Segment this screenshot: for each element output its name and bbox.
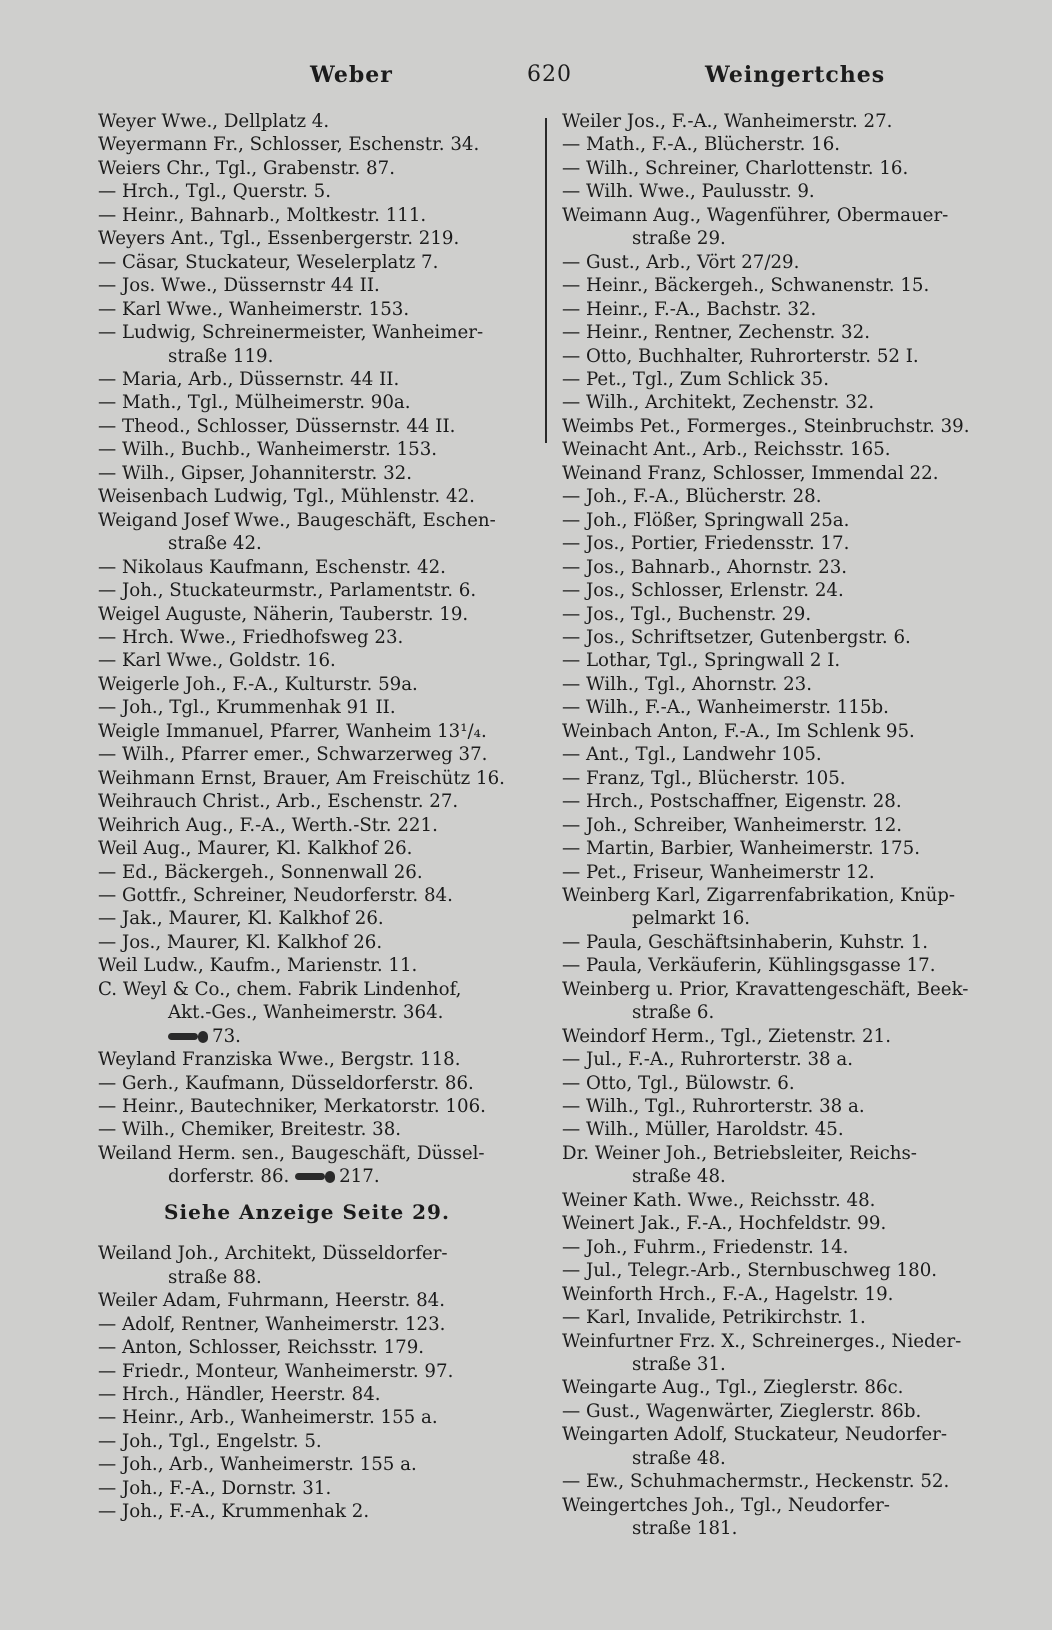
left-block-5: [98, 1242, 516, 1265]
directory-entry: — Jos., Bahnarb., Ahornstr. 23.: [562, 556, 848, 578]
left-block-1: [98, 110, 516, 345]
directory-entry: — Otto, Tgl., Bülowstr. 6.: [562, 1072, 795, 1094]
directory-entry: — Wilh., Gipser, Johanniterstr. 32.: [98, 462, 413, 484]
telephone-number: 73.: [212, 1025, 241, 1047]
directory-entry: — Jos., Portier, Friedensstr. 17.: [562, 533, 850, 555]
directory-entry: — Wilh., Architekt, Zechenstr. 32.: [562, 392, 875, 414]
directory-entry: — Gust., Wagenwärter, Zieglerstr. 86b.: [562, 1400, 922, 1422]
left-continuation-3: Akt.-Ges., Wanheimerstr. 364.: [168, 1002, 444, 1024]
telephone-entry-1: [98, 1025, 516, 1048]
right-continuation-4: straße 48.: [632, 1166, 726, 1188]
directory-entry: — Heinr., Bautechniker, Merkatorstr. 106.: [98, 1096, 486, 1118]
directory-entry: — Heinr., F.-A., Bachstr. 32.: [562, 298, 817, 320]
directory-entry: Weihrich Aug., F.-A., Werth.-Str. 221.: [98, 814, 438, 836]
header-left-keyword: Weber: [310, 62, 393, 88]
right-continuation-7: straße 181.: [632, 1518, 738, 1540]
directory-entry: C. Weyl & Co., chem. Fabrik Lindenhof,: [98, 978, 462, 1000]
directory-entry: — Math., Tgl., Mülheimerstr. 90a.: [98, 392, 411, 414]
directory-entry: — Pet., Friseur, Wanheimerstr 12.: [562, 861, 875, 883]
right-column: [562, 110, 994, 1541]
directory-entry: — Wilh., Tgl., Ruhrorterstr. 38 a.: [562, 1096, 865, 1118]
advertisement-note: Siehe Anzeige Seite 29.: [164, 1199, 450, 1224]
directory-entry: — Jos., Schriftsetzer, Gutenbergstr. 6.: [562, 626, 911, 648]
directory-entry: — Wilh. Wwe., Paulusstr. 9.: [562, 181, 815, 203]
left-column: [98, 110, 516, 1524]
directory-entry: — Heinr., Rentner, Zechenstr. 32.: [562, 322, 870, 344]
directory-entry: Weiler Jos., F.-A., Wanheimerstr. 27.: [562, 111, 893, 132]
directory-entry: Weil Aug., Maurer, Kl. Kalkhof 26.: [98, 838, 413, 860]
directory-entry: — Otto, Buchhalter, Ruhrorterstr. 52 I.: [562, 345, 919, 367]
directory-entry: — Ed., Bäckergeh., Sonnenwall 26.: [98, 861, 423, 883]
right-block-6: [562, 1376, 994, 1446]
directory-entry: — Hrch., Händler, Heerstr. 84.: [98, 1384, 381, 1406]
directory-entry: — Joh., Stuckateurmstr., Parlamentstr. 6.: [98, 580, 477, 602]
page-number: 620: [527, 62, 572, 87]
directory-entry: — Gust., Arb., Vört 27/29.: [562, 251, 800, 273]
directory-entry: Weyland Franziska Wwe., Bergstr. 118.: [98, 1049, 461, 1071]
right-block-1: [562, 110, 994, 227]
right-continuation-5: straße 31.: [632, 1354, 726, 1376]
directory-entry: Weinacht Ant., Arb., Reichsstr. 165.: [562, 439, 891, 461]
directory-entry: Weyer Wwe., Dellplatz 4.: [98, 111, 330, 132]
directory-entry: Weigerle Joh., F.-A., Kulturstr. 59a.: [98, 673, 418, 695]
directory-entry: Weisenbach Ludwig, Tgl., Mühlenstr. 42.: [98, 486, 475, 508]
right-block-2: [562, 251, 994, 908]
right-continuation-3: straße 6.: [632, 1002, 715, 1024]
directory-entry: — Franz, Tgl., Blücherstr. 105.: [562, 767, 846, 789]
directory-entry: Weingarten Adolf, Stuckateur, Neudorfer-: [562, 1424, 948, 1446]
left-block-4: [98, 1048, 516, 1165]
directory-entry: — Karl Wwe., Wanheimerstr. 153.: [98, 298, 410, 320]
directory-entry: — Joh., F.-A., Krummenhak 2.: [98, 1501, 370, 1523]
directory-entry: — Joh., Tgl., Engelstr. 5.: [98, 1430, 322, 1452]
telephone-icon: [295, 1171, 335, 1183]
directory-entry: — Jos. Wwe., Düssernstr 44 II.: [98, 275, 380, 297]
directory-entry: Weil Ludw., Kaufm., Marienstr. 11.: [98, 955, 418, 977]
directory-entry: — Hrch., Tgl., Querstr. 5.: [98, 181, 332, 203]
directory-entry: Weiers Chr., Tgl., Grabenstr. 87.: [98, 157, 395, 179]
right-block-5: [562, 1189, 994, 1353]
header-right-keyword: Weingertches: [705, 62, 886, 88]
directory-entry: — Martin, Barbier, Wanheimerstr. 175.: [562, 838, 920, 860]
directory-entry: Weinforth Hrch., F.-A., Hagelstr. 19.: [562, 1283, 894, 1305]
directory-entry: — Hrch., Postschaffner, Eigenstr. 28.: [562, 791, 902, 813]
directory-entry: — Joh., F.-A., Blücherstr. 28.: [562, 486, 822, 508]
left-continuation-1: straße 119.: [168, 345, 274, 367]
directory-entry: — Lothar, Tgl., Springwall 2 I.: [562, 650, 841, 672]
directory-entry: — Wilh., Schreiner, Charlottenstr. 16.: [562, 157, 909, 179]
right-block-3: [562, 931, 994, 1001]
directory-entry: — Heinr., Arb., Wanheimerstr. 155 a.: [98, 1407, 438, 1429]
left-block-3: [98, 556, 516, 1002]
directory-entry: — Joh., Flößer, Springwall 25a.: [562, 509, 850, 531]
directory-entry: Dr. Weiner Joh., Betriebsleiter, Reichs-: [562, 1142, 917, 1164]
left-block-2: [98, 368, 516, 532]
directory-entry: — Jul., F.-A., Ruhrorterstr. 38 a.: [562, 1049, 853, 1071]
directory-entry: Weimann Aug., Wagenführer, Obermauer-: [562, 204, 949, 226]
directory-entry: — Paula, Geschäftsinhaberin, Kuhstr. 1.: [562, 931, 929, 953]
directory-entry: — Maria, Arb., Düssernstr. 44 II.: [98, 368, 400, 390]
directory-entry: Weiland Herm. sen., Baugeschäft, Düssel-: [98, 1142, 485, 1164]
directory-entry: — Nikolaus Kaufmann, Eschenstr. 42.: [98, 556, 446, 578]
directory-entry: — Anton, Schlosser, Reichsstr. 179.: [98, 1337, 425, 1359]
directory-entry: Weindorf Herm., Tgl., Zietenstr. 21.: [562, 1025, 891, 1047]
directory-entry: — Jul., Telegr.-Arb., Sternbuschweg 180.: [562, 1260, 938, 1282]
directory-entry: Weinberg Karl, Zigarrenfabrikation, Knüp-: [562, 884, 956, 906]
column-divider: [545, 118, 547, 443]
directory-entry: Weihrauch Christ., Arb., Eschenstr. 27.: [98, 791, 459, 813]
directory-entry: — Wilh., F.-A., Wanheimerstr. 115b.: [562, 697, 889, 719]
directory-entry: — Math., F.-A., Blücherstr. 16.: [562, 134, 841, 156]
directory-entry: — Ant., Tgl., Landwehr 105.: [562, 744, 822, 766]
directory-entry: — Heinr., Bahnarb., Moltkestr. 111.: [98, 204, 427, 226]
left-continuation-4: [98, 1165, 516, 1188]
directory-entry: — Paula, Verkäuferin, Kühlingsgasse 17.: [562, 955, 936, 977]
left-continuation-5: straße 88.: [168, 1266, 262, 1288]
right-continuation-6: straße 48.: [632, 1447, 726, 1469]
directory-entry: Weiner Kath. Wwe., Reichsstr. 48.: [562, 1189, 876, 1211]
directory-entry: Weingarte Aug., Tgl., Zieglerstr. 86c.: [562, 1377, 904, 1399]
telephone-icon: [168, 1031, 208, 1043]
directory-entry: — Joh., Arb., Wanheimerstr. 155 a.: [98, 1454, 417, 1476]
directory-entry: — Theod., Schlosser, Düssernstr. 44 II.: [98, 415, 456, 437]
right-block-4: [562, 1025, 994, 1166]
directory-entry: — Gerh., Kaufmann, Düsseldorferstr. 86.: [98, 1072, 474, 1094]
directory-entry: Weiland Joh., Architekt, Düsseldorfer-: [98, 1243, 448, 1265]
directory-entry: Weinfurtner Frz. X., Schreinerges., Nieder-: [562, 1330, 962, 1352]
directory-entry: Weinbach Anton, F.-A., Im Schlenk 95.: [562, 720, 915, 742]
directory-entry: Weinert Jak., F.-A., Hochfeldstr. 99.: [562, 1213, 887, 1235]
directory-entry: — Ludwig, Schreinermeister, Wanheimer-: [98, 322, 484, 344]
directory-entry: Weimbs Pet., Formerges., Steinbruchstr. 39.: [562, 415, 970, 437]
directory-entry: Weigand Josef Wwe., Baugeschäft, Eschen-: [98, 509, 496, 531]
directory-entry: Weinand Franz, Schlosser, Immendal 22.: [562, 462, 939, 484]
directory-entry: — Wilh., Buchb., Wanheimerstr. 153.: [98, 439, 438, 461]
directory-entry: — Ew., Schuhmachermstr., Heckenstr. 52.: [562, 1471, 950, 1493]
directory-entry: Weigel Auguste, Näherin, Tauberstr. 19.: [98, 603, 469, 625]
directory-entry: — Pet., Tgl., Zum Schlick 35.: [562, 368, 830, 390]
directory-entry: — Joh., Tgl., Krummenhak 91 II.: [98, 697, 396, 719]
directory-entry: Weiler Adam, Fuhrmann, Heerstr. 84.: [98, 1290, 445, 1312]
directory-entry: Weyers Ant., Tgl., Essenbergerstr. 219.: [98, 228, 460, 250]
directory-entry: — Jak., Maurer, Kl. Kalkhof 26.: [98, 908, 384, 930]
directory-entry: — Cäsar, Stuckateur, Weselerplatz 7.: [98, 251, 439, 273]
continuation-text: dorferstr. 86.: [168, 1166, 290, 1188]
directory-entry: Weyermann Fr., Schlosser, Eschenstr. 34.: [98, 134, 480, 156]
directory-entry: — Friedr., Monteur, Wanheimerstr. 97.: [98, 1360, 454, 1382]
directory-entry: — Joh., F.-A., Dornstr. 31.: [98, 1477, 332, 1499]
directory-entry: — Gottfr., Schreiner, Neudorferstr. 84.: [98, 884, 453, 906]
right-continuation-1: straße 29.: [632, 228, 726, 250]
directory-entry: — Wilh., Pfarrer emer., Schwarzerweg 37.: [98, 744, 488, 766]
directory-entry: — Jos., Schlosser, Erlenstr. 24.: [562, 580, 844, 602]
directory-entry: — Joh., Schreiber, Wanheimerstr. 12.: [562, 814, 903, 836]
directory-entry: — Jos., Maurer, Kl. Kalkhof 26.: [98, 931, 383, 953]
directory-entry: Weihmann Ernst, Brauer, Am Freischütz 16.: [98, 767, 505, 789]
directory-entry: — Wilh., Chemiker, Breitestr. 38.: [98, 1119, 402, 1141]
directory-entry: — Wilh., Tgl., Ahornstr. 23.: [562, 673, 812, 695]
directory-entry: — Karl, Invalide, Petrikirchstr. 1.: [562, 1307, 866, 1329]
left-continuation-2: straße 42.: [168, 533, 262, 555]
directory-entry: — Joh., Fuhrm., Friedenstr. 14.: [562, 1236, 849, 1258]
right-block-7: [562, 1470, 994, 1517]
directory-entry: — Karl Wwe., Goldstr. 16.: [98, 650, 336, 672]
directory-entry: — Adolf, Rentner, Wanheimerstr. 123.: [98, 1313, 446, 1335]
directory-entry: Weingertches Joh., Tgl., Neudorfer-: [562, 1494, 890, 1516]
directory-entry: — Heinr., Bäckergeh., Schwanenstr. 15.: [562, 275, 930, 297]
telephone-number: 217.: [339, 1166, 380, 1188]
directory-entry: Weigle Immanuel, Pfarrer, Wanheim 13¹/₄.: [98, 720, 487, 742]
left-block-6: [98, 1289, 516, 1524]
directory-entry: — Hrch. Wwe., Friedhofsweg 23.: [98, 626, 404, 648]
directory-entry: — Wilh., Müller, Haroldstr. 45.: [562, 1119, 844, 1141]
right-continuation-2: pelmarkt 16.: [632, 908, 751, 930]
directory-entry: — Jos., Tgl., Buchenstr. 29.: [562, 603, 812, 625]
directory-entry: Weinberg u. Prior, Kravattengeschäft, Beek-: [562, 978, 969, 1000]
